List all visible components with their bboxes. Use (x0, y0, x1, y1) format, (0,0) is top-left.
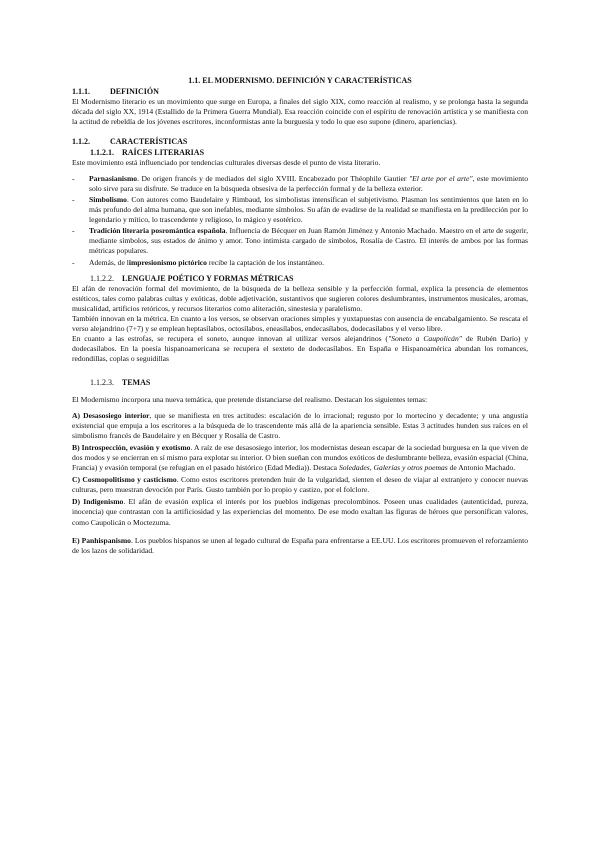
term: Tradición literaria posromántica española (89, 226, 226, 236)
section-title: DEFINICIÓN (110, 87, 159, 97)
section-definicion-heading (72, 87, 528, 97)
paragraph-italic: "Soneto a Caupolicán" (387, 334, 462, 344)
item-text: . Con autores como Baudelaire y Rimbaud, los simbolistas intensifican el subjetivismo. Plasman los sentimientos que laten en lo más profundo del alma humana, que son inefables, mediante símbolos. Su afán de evadirse de la realidad se manifiesta en la predilección por lo legendario y mítico, lo trascendente y religioso, lo mágico y esotérico. (89, 194, 528, 225)
subsection-number: 1.1.2.2. (90, 273, 114, 283)
subsection-number: 1.1.2.1. (90, 147, 114, 157)
temas-intro: El Modernismo incorpora una nueva temática, que pretende distanciarse del realismo. Destacan los siguientes temas: (72, 394, 428, 404)
definicion-paragraph: El Modernismo literario es un movimiento que surge en Europa, a finales del siglo XIX, como reacción al realismo, y se prolonga hasta la segunda década del siglo XX, 1914 (Estallido de la Primera Guerra Mundial). Esa reacción coincide con el espíritu de renovación artística y se manifiesta con la actitud de rebeldía de los jóvenes escritores, inconformistas ante la burguesía y todo lo que eso supone (dinero, apariencias). (72, 97, 528, 127)
item-text: . De origen francés y de mediados del siglo XVIII. Encabezado por Théophile Gautier (137, 173, 409, 183)
list-item: - Tradición literaria posromántica española. Influencia de Bécquer en Juan Ramón Jiménez y Antonio Machado. Maestro en el arte de sugerir, mediante símbolos, sus estados de ánimo y amor. Tono intimista cargado de símbolos, Rosalía de Castro. El interés de ambos por las formas métricas populares. (72, 226, 528, 256)
section-title: CARACTERÍSTICAS (110, 137, 188, 147)
item-italic: "El arte por el arte" (408, 173, 473, 183)
list-item: - Simbolismo. Con autores como Baudelaire y Rimbaud, los simbolistas intensifican el subjetivismo. Plasman los sentimientos que laten en lo más profundo del alma humana, que son inefables, mediante símbolos. Su afán de evadirse de la realidad se manifiesta en la predilección por lo legendario y mítico, lo trascendente y religioso, lo mágico y esotérico. (72, 194, 528, 225)
theme-label: A) Desasosiego interior (72, 410, 150, 420)
theme-italic: Soledades, Galerías y otros poemas (338, 463, 448, 473)
item-text: recibe la captación de los instantáneo. (206, 257, 325, 267)
list-item: - Además, de limpresionismo pictórico recibe la captación de los instantáneo. (72, 257, 325, 267)
section-number: 1.1.2. (72, 137, 90, 147)
theme-paragraph (72, 443, 528, 473)
item-text: , este movimiento solo sirve para su disfrute. Se traduce en la búsqueda obsesiva de la perfección formal y de la belleza exterior. (89, 173, 528, 193)
term: Parnasianismo (89, 173, 138, 183)
lenguaje-paragraph-1: El afán de renovación formal del movimiento, de la búsqueda de la belleza sensible y la perfección formal, explica la presencia de elementos estéticos, tales como palabras cultas y exóticas, doble adjetivación, sustantivos que sugieren colores deslumbrantes, instrumentos musicales, aromas, musicalidad, artificios retóricos, y recursos literarios como aliteración, sinestesia y paralelismo. (72, 283, 528, 313)
subsection-number: 1.1.2.3. (90, 378, 114, 388)
theme-text: . Los pueblos hispanos se unen al legado cultural de España para enfrentarse a EE.UU. Los escritores promueven el reforzamiento de los lazos de solidaridad. (72, 535, 528, 555)
section-number: 1.1.1. (72, 87, 90, 97)
term: impresionismo pictórico (128, 257, 207, 267)
subsection-title: RAÍCES LITERARIAS (122, 147, 205, 157)
theme-text: , que se manifiesta en tres actitudes: escalación de lo irracional; regusto por lo mortecino y decadente; y una angustia existencial que empuja a los escritores a la búsqueda de lo trascendente más allá de la apariencia sensible. Estas 3 actitudes hunden sus raíces en el simbolismo francés de Baudelaire y en Bécquer y Rosalía de Castro. (72, 410, 528, 440)
item-text: . Influencia de Bécquer en Juan Ramón Jiménez y Antonio Machado. Maestro en el arte de sugerir, mediante símbolos, sus estados de ánimo y amor. Tono intimista cargado de símbolos, Rosalía de Castro. El interés de ambos por las formas métricas populares. (89, 226, 528, 256)
theme-label: E) Panhispanismo (72, 535, 131, 545)
paragraph-text: de Rubén Darío) y dodecasílabos. En la poesía hispanoamericana se recupera el sexteto de dodecasílabos. En España e Hispanoamérica abundan los romances, redondillas, coplas o seguidillas (72, 334, 529, 364)
term: Simbolismo (89, 194, 127, 204)
theme-text: de Antonio Machado. (447, 463, 516, 473)
subsection-title: LENGUAJE POÉTICO Y FORMAS MÉTRICAS (122, 273, 294, 283)
lenguaje-paragraph-2: También innovan en la métrica. En cuanto a los versos, se observan oraciones simples y yuxtapuestas con ausencia de encabalgamiento. Se rescata el verso alejandrino (7+7) y se emplean heptasílabos, octosílabos, eneasílabos, endecasílabos, dodecasílabos y el verso libre. (72, 313, 528, 334)
lenguaje-paragraph-3 (72, 334, 528, 364)
theme-text: . Como estos escritores pretenden huir de la vulgaridad, sienten el deseo de viajar al extranjero y conocer nuevas culturas, pero muestran devoción por París. Gusto también por lo propio y castizo, por el folclore. (72, 475, 529, 495)
document-page (72, 76, 528, 558)
theme-paragraph (72, 475, 528, 495)
subsection-lenguaje-heading (90, 274, 528, 284)
theme-paragraph (72, 536, 528, 556)
subsection-title: TEMAS (121, 378, 151, 388)
theme-label: C) Cosmopolitismo y casticismo (72, 475, 177, 485)
raices-intro: Este movimiento está influenciado por tendencias culturales diversas desde el punto de vista literario. (72, 157, 381, 167)
paragraph-text: En cuanto a las estrofas, se recupera el soneto, aunque innovan al utilizar versos alejandrinos ( (72, 334, 388, 344)
subsection-temas-heading (90, 378, 528, 388)
subsection-raices-heading (90, 148, 528, 158)
document-title: 1.1. EL MODERNISMO. DEFINICIÓN Y CARACTERÍSTICAS (188, 76, 412, 85)
item-text: Además, de l (89, 257, 129, 267)
list-item: - Parnasianismo. De origen francés y de mediados del siglo XVIII. Encabezado por Théophile Gautier "El arte por el arte", este movimiento solo sirve para su disfrute. Se traduce en la búsqueda obsesiva de la perfección formal y de la belleza exterior. (72, 173, 528, 193)
theme-label: D) Indigenismo (72, 497, 124, 507)
theme-text: . A raíz de ese desasosiego interior, los modernistas desean escapar de la sociedad burguesa en la que viven de dos modos y se encierran en sí mismo para explotar su interior. O bien sueñan con mundos exóticos de deslumbrante belleza, evasión espacial (China, Francia) y evasión temporal (se refugian en el pasado histórico (Edad Media)). Destaca (72, 442, 528, 473)
theme-paragraph (72, 497, 528, 527)
raices-list (72, 174, 528, 268)
section-caracteristicas-heading (72, 137, 528, 147)
theme-text: . El afán de evasión explica el interés por los pueblos indígenas precolombinos. Poseen unas cualidades (autenticidad, pureza, inocencia) que contrastan con la artificiosidad y las experiencias del momento. De ese modo exaltan las figuras de héroes que personifican valores, como Caupolicán o Moctezuma. (72, 497, 528, 527)
theme-label: B) Introspección, evasión y exotismo (72, 442, 191, 452)
theme-paragraph (72, 411, 528, 441)
